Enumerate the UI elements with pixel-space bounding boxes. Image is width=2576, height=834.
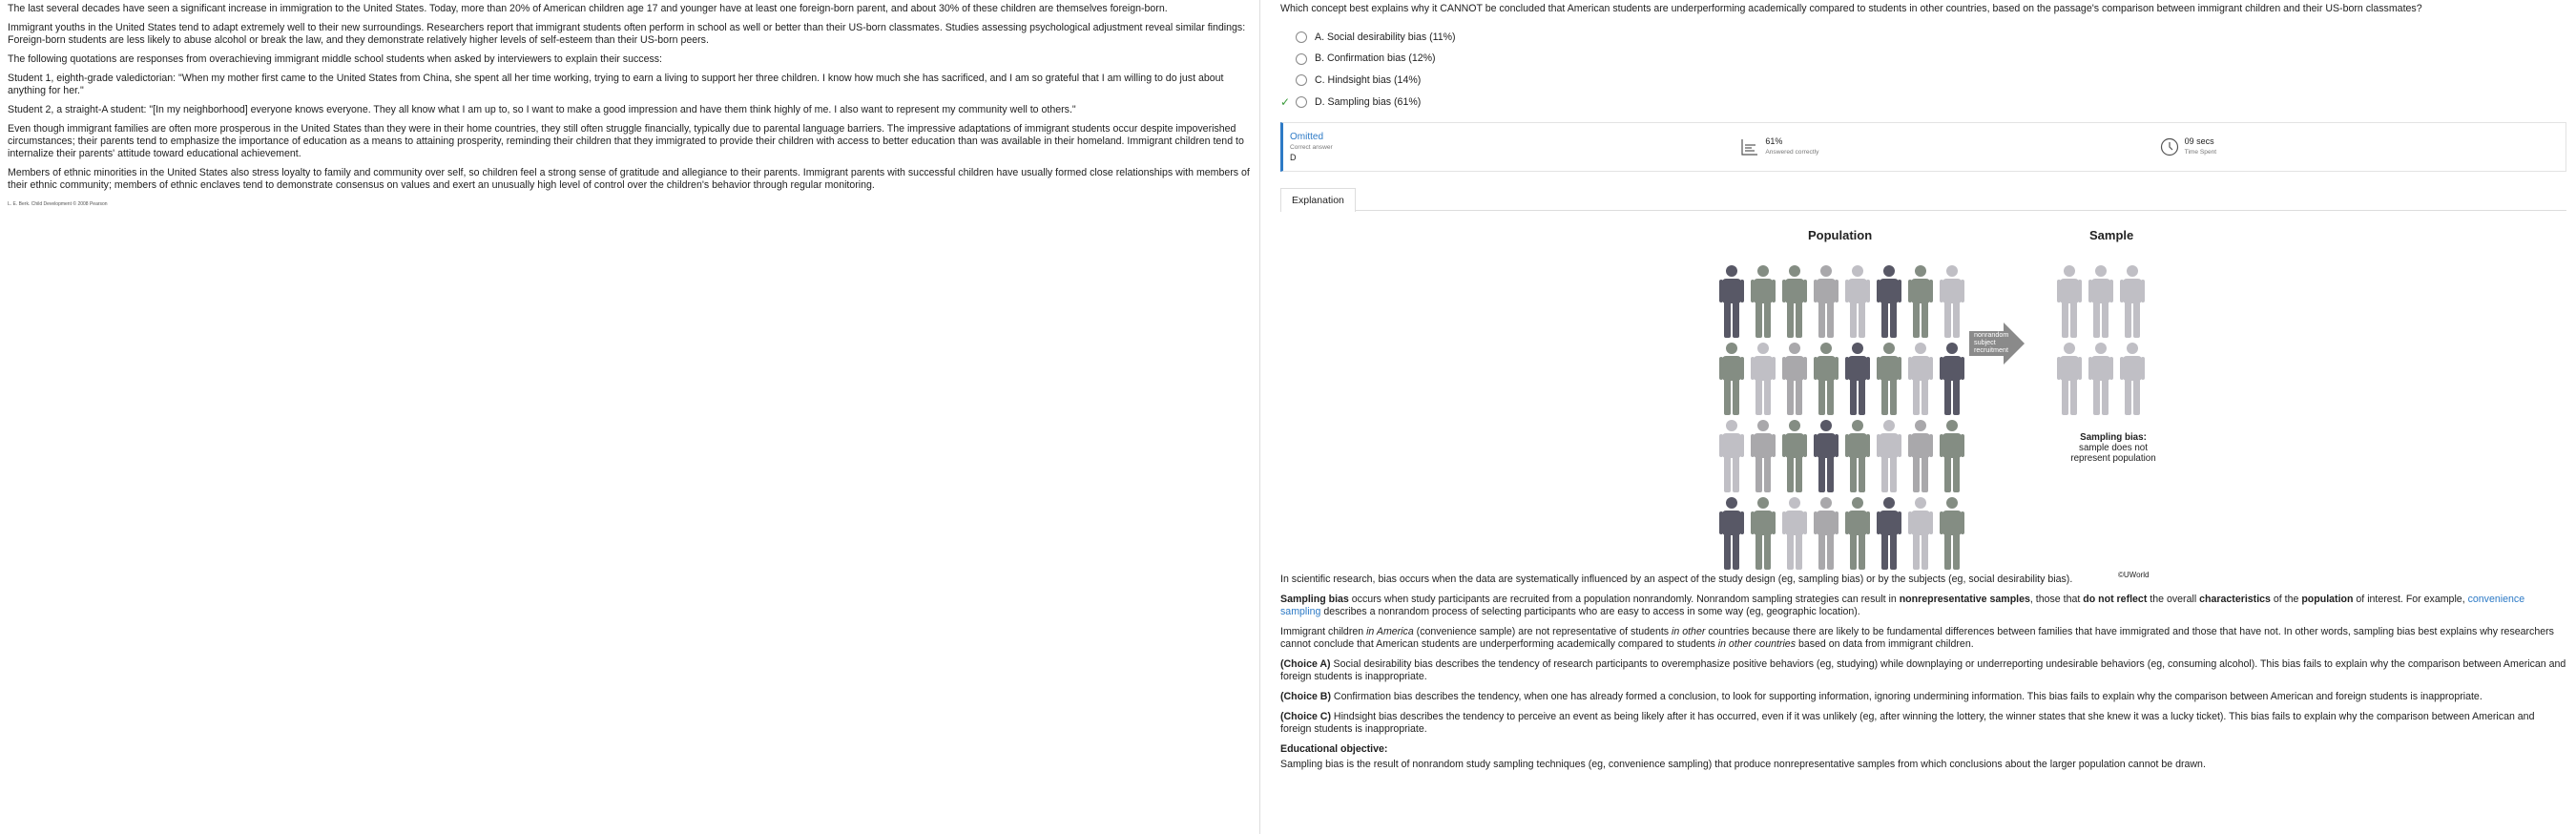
time-value: 09 secs xyxy=(2184,136,2214,147)
tab-explanation[interactable]: Explanation xyxy=(1280,188,1356,212)
choice-a[interactable] xyxy=(1280,27,2566,49)
passage-paragraph: Immigrant youths in the United States tend to adapt extremely well to their new surroundings. Researchers report that immigrant students often perform in school as well or better than their US-born classmates. Studies assessing psychological adjustment reveal similar findings: Foreign-born students are less likely to abuse alcohol or break the law, and they demonstrate relatively higher levels of self-esteem than their US-born peers. xyxy=(8,22,1246,46)
answer-choices xyxy=(1280,27,2566,113)
sampling-bias-caption-title: Sampling bias: xyxy=(2080,432,2147,444)
person-icon xyxy=(1908,420,1933,492)
arrow-icon xyxy=(1969,323,2025,365)
choice-label: C. Hindsight bias (14%) xyxy=(1315,73,1422,86)
explanation-paragraph: Immigrant children in America (convenience sample) are not representative of students in other countries because there are likely to be fundamental differences between families that have immigrated and those that have not. In other words, sampling bias best explains why researchers cannot conclude that American students are underperforming academically compared to students in other countries based on data from immigrant children. xyxy=(1280,626,2554,651)
person-icon xyxy=(1845,420,1870,492)
convenience-sampling-link[interactable]: convenience sampling xyxy=(1280,594,2525,618)
person-icon xyxy=(1845,497,1870,570)
choice-b[interactable] xyxy=(1280,49,2566,71)
copyright: ©UWorld xyxy=(2118,571,2150,580)
person-icon xyxy=(1814,420,1839,492)
choice-label: D. Sampling bias (61%) xyxy=(1315,95,1422,108)
person-icon xyxy=(1751,265,1776,338)
question-pane xyxy=(1261,0,2576,834)
person-icon xyxy=(1782,343,1807,415)
person-icon xyxy=(1782,265,1807,338)
person-icon xyxy=(1782,497,1807,570)
person-icon xyxy=(1940,420,1964,492)
choice-d[interactable] xyxy=(1280,92,2566,114)
checkmark-icon: ✓ xyxy=(1280,95,1291,110)
person-icon xyxy=(1751,497,1776,570)
passage-citation: L. E. Berk. Child Development © 2008 Pearson xyxy=(8,201,108,207)
person-icon xyxy=(2088,343,2113,415)
explanation-paragraph: Sampling bias occurs when study participants are recruited from a population nonrandomly. Nonrandom sampling strategies can result in nonrepresentative samples, those that do not reflect the overall characteristics of the population of interest. For example, convenience sampling describes a nonrandom process of selecting participants who are easy to access in some way (eg, geographic location). xyxy=(1280,594,2525,618)
person-icon xyxy=(2120,343,2145,415)
passage-paragraph: Student 2, a straight-A student: "[In my neighborhood] everyone knows everyone. They all know what I am up to, so I want to make a good impression and have them think highly of me. I also want to represent my community well to others." xyxy=(8,104,1076,115)
explanation-text xyxy=(1280,573,2566,771)
bar-chart-icon xyxy=(1740,137,1759,156)
radio-button[interactable] xyxy=(1296,96,1307,108)
person-icon xyxy=(1908,343,1933,415)
time-label: Time Spent xyxy=(2184,149,2217,156)
radio-button[interactable] xyxy=(1296,31,1307,43)
person-icon xyxy=(1908,497,1933,570)
answer-stats-bar xyxy=(1280,122,2566,172)
sample-title: Sample xyxy=(2089,228,2134,243)
choice-c[interactable] xyxy=(1280,70,2566,92)
person-icon xyxy=(1814,497,1839,570)
choice-label: A. Social desirability bias (11%) xyxy=(1315,31,1456,43)
tab-bar xyxy=(1280,187,2566,211)
person-icon xyxy=(1845,343,1870,415)
person-icon xyxy=(1719,343,1744,415)
explanation-paragraph: In scientific research, bias occurs when the data are systematically influenced by an aspect of the study design (eg, sampling bias) or by the subjects (eg, social desirability bias). xyxy=(1280,573,2073,586)
status-omitted: Omitted xyxy=(1290,131,1324,142)
clock-icon xyxy=(2160,137,2179,156)
person-icon xyxy=(1719,420,1744,492)
population-title: Population xyxy=(1808,228,1873,243)
person-icon xyxy=(1877,265,1901,338)
educational-objective-title: Educational objective: xyxy=(1280,743,1388,756)
person-icon xyxy=(2057,343,2082,415)
choice-b-explanation: (Choice B) Confirmation bias describes the tendency, when one has already formed a conclusion, to look for supporting information, ignoring undermining information. This bias fails to explain why the comparison between American and foreign students is inappropriate. xyxy=(1280,691,2483,703)
person-icon xyxy=(1782,420,1807,492)
time-stat xyxy=(2147,136,2566,157)
passage-paragraph: The following quotations are responses from overachieving immigrant middle school students when asked by interviewers to explain their success: xyxy=(8,53,662,65)
person-icon xyxy=(1940,497,1964,570)
percent-label: Answered correctly xyxy=(1765,149,1819,156)
person-icon xyxy=(1940,265,1964,338)
percent-value: 61% xyxy=(1765,136,1783,147)
sampling-bias-caption xyxy=(2061,432,2166,464)
person-icon xyxy=(2088,265,2113,338)
person-icon xyxy=(1877,420,1901,492)
passage-paragraph: The last several decades have seen a significant increase in immigration to the United States. Today, more than 20% of American children age 17 and younger have at least one foreign-born parent, and about 30% of these children are themselves foreign-born. xyxy=(8,3,1168,14)
person-icon xyxy=(1814,265,1839,338)
choice-a-explanation: (Choice A) Social desirability bias describes the tendency of research participants to overemphasize positive behaviors (eg, studying) while downplaying or underreporting undesirable behaviors (eg, consuming alcohol). This bias fails to explain why the comparison between American and foreign students is inappropriate. xyxy=(1280,658,2566,683)
person-icon xyxy=(1751,343,1776,415)
radio-button[interactable] xyxy=(1296,74,1307,86)
correct-answer-value: D xyxy=(1290,152,1297,162)
educational-objective-text: Sampling bias is the result of nonrandom study sampling techniques (eg, convenience sampling) that produce nonrepresentative samples from which conclusions about the larger population cannot be drawn. xyxy=(1280,759,2206,771)
correct-answer-label: Correct answer xyxy=(1290,143,1333,151)
person-icon xyxy=(1940,343,1964,415)
passage-pane xyxy=(0,0,1260,834)
choice-c-explanation: (Choice C) Hindsight bias describes the tendency to perceive an event as being likely after it has occurred, even if it was unlikely (eg, after winning the lottery, the winner states that she knew it was a lucky ticket). This bias fails to explain why the comparison between American and foreign students is inappropriate. xyxy=(1280,711,2535,736)
person-icon xyxy=(2120,265,2145,338)
person-icon xyxy=(1814,343,1839,415)
person-icon xyxy=(1845,265,1870,338)
person-icon xyxy=(2057,265,2082,338)
arrow-label: nonrandom subject recruitment xyxy=(1974,330,2009,355)
person-icon xyxy=(1719,265,1744,338)
choice-label: B. Confirmation bias (12%) xyxy=(1315,52,1436,65)
sampling-bias-caption-text: sample does not represent population xyxy=(2070,443,2156,465)
person-icon xyxy=(1719,497,1744,570)
passage-paragraph: Student 1, eighth-grade valedictorian: "When my mother first came to the United States from China, she spent all her time working, trying to earn a living to support her three children. I know how much she has sacrificed, and I am so grateful that I am willing to do just about anything for her." xyxy=(8,73,1224,96)
status-stat xyxy=(1283,132,1695,163)
percent-stat xyxy=(1695,136,2146,157)
passage-paragraph: Even though immigrant families are often more prosperous in the United States than they were in their home countries, they still often struggle financially, typically due to parental language barriers. The impressive adaptations of immigrant students occur despite impoverished circumstances; their parents tend to emphasize the importance of education as a means to attaining prosperity, reminding their children that they immigrated to provide their children with access to better education than was available in their homeland. Immigrant children tend to internalize their parents' attitude toward educational achievement. xyxy=(8,123,1244,159)
person-icon xyxy=(1751,420,1776,492)
person-icon xyxy=(1908,265,1933,338)
passage-paragraph: Members of ethnic minorities in the United States also stress loyalty to family and community over self, so children feel a strong sense of gratitude and allegiance to their parents. Immigrant parents with successful children have usually formed close relationships with members of their ethnic community; members of ethnic enclaves tend to demonstrate consensus on values and exert an unusually high level of control over the children's behavior through regular monitoring. xyxy=(8,167,1250,191)
radio-button[interactable] xyxy=(1296,53,1307,65)
person-icon xyxy=(1877,497,1901,570)
person-icon xyxy=(1877,343,1901,415)
question-stem: Which concept best explains why it CANNOT be concluded that American students are underperforming academically compared to students in other countries, based on the passage's comparison between immigrant children and their US-born classmates? xyxy=(1280,3,2422,14)
